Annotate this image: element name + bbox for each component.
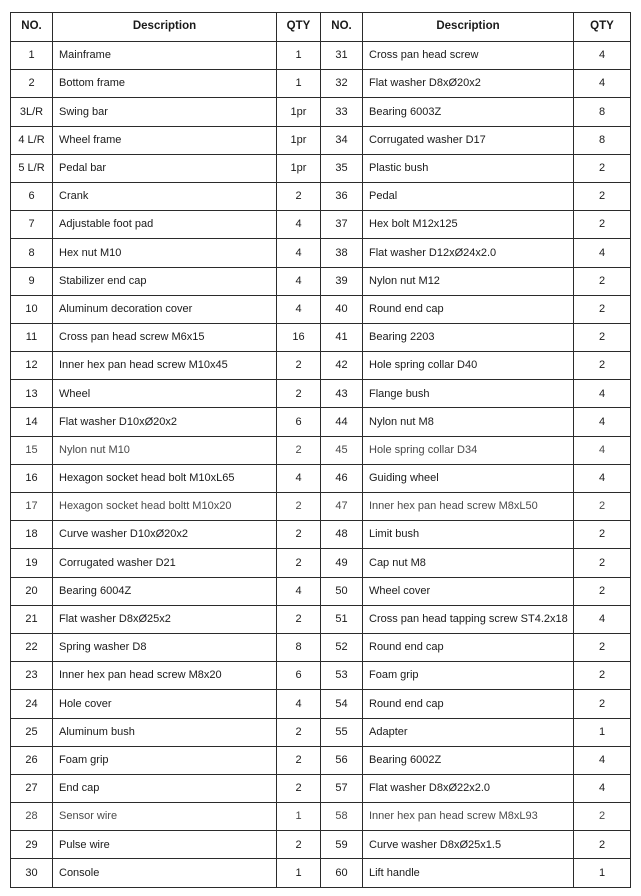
cell-description-left: Stabilizer end cap [53,267,277,295]
cell-no-right: 31 [321,42,363,70]
table-row [11,352,631,380]
table-row [11,154,631,182]
cell-qty-right: 4 [574,408,631,436]
cell-qty-left: 1 [277,859,321,887]
cell-description-right: Cap nut M8 [363,549,574,577]
table-row [11,42,631,70]
cell-qty-right: 2 [574,831,631,859]
cell-description-right: Corrugated washer D17 [363,126,574,154]
cell-qty-right: 2 [574,803,631,831]
cell-no-right: 47 [321,493,363,521]
cell-qty-left: 6 [277,662,321,690]
column-header-description-right: Description [363,13,574,42]
cell-no-right: 32 [321,70,363,98]
cell-description-left: Pedal bar [53,154,277,182]
cell-description-right: Hole spring collar D40 [363,352,574,380]
cell-no-left: 14 [11,408,53,436]
cell-no-right: 40 [321,295,363,323]
cell-no-right: 33 [321,98,363,126]
cell-qty-left: 2 [277,774,321,802]
cell-description-right: Bearing 6002Z [363,746,574,774]
table-row [11,577,631,605]
table-row [11,831,631,859]
cell-qty-left: 4 [277,267,321,295]
cell-no-right: 41 [321,323,363,351]
cell-no-right: 50 [321,577,363,605]
cell-no-right: 37 [321,211,363,239]
cell-description-left: Flat washer D10xØ20x2 [53,408,277,436]
column-header-no-right: NO. [321,13,363,42]
cell-qty-right: 4 [574,239,631,267]
cell-description-left: Hex nut M10 [53,239,277,267]
column-header-qty-left: QTY [277,13,321,42]
cell-description-right: Flange bush [363,380,574,408]
cell-qty-right: 2 [574,154,631,182]
cell-qty-right: 4 [574,70,631,98]
cell-qty-left: 2 [277,746,321,774]
table-row [11,267,631,295]
cell-no-left: 6 [11,182,53,210]
cell-description-left: End cap [53,774,277,802]
cell-no-left: 5 L/R [11,154,53,182]
cell-description-left: Hexagon socket head boltt M10x20 [53,493,277,521]
cell-qty-right: 4 [574,436,631,464]
cell-qty-right: 4 [574,464,631,492]
cell-description-left: Cross pan head screw M6x15 [53,323,277,351]
cell-qty-right: 2 [574,352,631,380]
cell-description-right: Guiding wheel [363,464,574,492]
cell-qty-left: 4 [277,211,321,239]
cell-description-left: Inner hex pan head screw M10x45 [53,352,277,380]
table-row [11,98,631,126]
cell-no-left: 15 [11,436,53,464]
parts-list-table [10,12,631,888]
cell-qty-right: 4 [574,605,631,633]
cell-qty-right: 2 [574,211,631,239]
table-header-row [11,13,631,42]
cell-qty-left: 1 [277,42,321,70]
cell-description-left: Swing bar [53,98,277,126]
cell-qty-right: 2 [574,295,631,323]
cell-description-right: Plastic bush [363,154,574,182]
cell-qty-left: 4 [277,295,321,323]
cell-description-left: Wheel [53,380,277,408]
cell-description-left: Curve washer D10xØ20x2 [53,521,277,549]
cell-no-left: 21 [11,605,53,633]
cell-description-right: Flat washer D12xØ24x2.0 [363,239,574,267]
cell-qty-right: 4 [574,774,631,802]
cell-qty-left: 2 [277,352,321,380]
cell-description-left: Adjustable foot pad [53,211,277,239]
cell-description-left: Bearing 6004Z [53,577,277,605]
cell-description-right: Hole spring collar D34 [363,436,574,464]
table-row [11,690,631,718]
cell-description-left: Wheel frame [53,126,277,154]
cell-qty-left: 1pr [277,98,321,126]
cell-no-left: 30 [11,859,53,887]
table-row [11,633,631,661]
cell-no-right: 49 [321,549,363,577]
cell-no-left: 19 [11,549,53,577]
cell-qty-right: 2 [574,267,631,295]
table-row [11,718,631,746]
cell-description-right: Adapter [363,718,574,746]
cell-description-right: Flat washer D8xØ20x2 [363,70,574,98]
cell-qty-left: 16 [277,323,321,351]
cell-no-right: 44 [321,408,363,436]
cell-no-right: 38 [321,239,363,267]
table-row [11,521,631,549]
cell-no-left: 24 [11,690,53,718]
cell-description-right: Cross pan head screw [363,42,574,70]
column-header-qty-right: QTY [574,13,631,42]
table-row [11,380,631,408]
cell-description-right: Inner hex pan head screw M8xL93 [363,803,574,831]
table-body [11,42,631,888]
cell-qty-right: 2 [574,493,631,521]
cell-qty-left: 2 [277,380,321,408]
cell-description-right: Round end cap [363,295,574,323]
table-row [11,295,631,323]
cell-no-left: 28 [11,803,53,831]
cell-description-left: Bottom frame [53,70,277,98]
cell-description-left: Crank [53,182,277,210]
cell-no-right: 55 [321,718,363,746]
cell-no-right: 45 [321,436,363,464]
cell-qty-left: 2 [277,549,321,577]
cell-qty-left: 2 [277,493,321,521]
cell-no-right: 51 [321,605,363,633]
cell-no-left: 10 [11,295,53,323]
cell-no-right: 57 [321,774,363,802]
cell-no-left: 18 [11,521,53,549]
cell-no-right: 34 [321,126,363,154]
cell-description-right: Curve washer D8xØ25x1.5 [363,831,574,859]
cell-description-left: Spring washer D8 [53,633,277,661]
cell-no-left: 11 [11,323,53,351]
cell-no-left: 26 [11,746,53,774]
table-row [11,859,631,887]
table-row [11,803,631,831]
cell-description-left: Console [53,859,277,887]
cell-qty-right: 8 [574,126,631,154]
cell-no-right: 48 [321,521,363,549]
cell-no-left: 16 [11,464,53,492]
table-row [11,549,631,577]
cell-no-left: 12 [11,352,53,380]
table-row [11,746,631,774]
cell-no-right: 60 [321,859,363,887]
cell-no-right: 35 [321,154,363,182]
cell-description-right: Flat washer D8xØ22x2.0 [363,774,574,802]
cell-no-left: 7 [11,211,53,239]
cell-no-left: 2 [11,70,53,98]
cell-qty-left: 6 [277,408,321,436]
cell-description-right: Lift handle [363,859,574,887]
cell-qty-right: 2 [574,690,631,718]
table-row [11,126,631,154]
column-header-description-left: Description [53,13,277,42]
cell-no-left: 27 [11,774,53,802]
cell-no-right: 36 [321,182,363,210]
cell-description-left: Hole cover [53,690,277,718]
cell-no-right: 59 [321,831,363,859]
table-row [11,605,631,633]
cell-qty-right: 2 [574,521,631,549]
cell-qty-right: 2 [574,182,631,210]
table-row [11,239,631,267]
cell-no-right: 43 [321,380,363,408]
cell-description-right: Nylon nut M8 [363,408,574,436]
cell-description-left: Mainframe [53,42,277,70]
cell-qty-left: 1 [277,70,321,98]
cell-qty-right: 2 [574,662,631,690]
cell-description-right: Foam grip [363,662,574,690]
cell-description-left: Hexagon socket head bolt M10xL65 [53,464,277,492]
cell-description-right: Inner hex pan head screw M8xL50 [363,493,574,521]
cell-qty-right: 2 [574,633,631,661]
cell-no-left: 29 [11,831,53,859]
cell-no-left: 23 [11,662,53,690]
table-row [11,493,631,521]
cell-no-left: 1 [11,42,53,70]
cell-description-left: Foam grip [53,746,277,774]
cell-qty-left: 2 [277,521,321,549]
cell-qty-left: 1 [277,803,321,831]
cell-no-right: 56 [321,746,363,774]
cell-qty-left: 2 [277,718,321,746]
cell-qty-left: 4 [277,577,321,605]
table-row [11,662,631,690]
cell-no-right: 52 [321,633,363,661]
cell-description-right: Limit bush [363,521,574,549]
cell-description-right: Round end cap [363,633,574,661]
cell-description-right: Hex bolt M12x125 [363,211,574,239]
cell-description-right: Bearing 6003Z [363,98,574,126]
cell-qty-left: 2 [277,436,321,464]
table-row [11,182,631,210]
cell-qty-left: 4 [277,690,321,718]
cell-qty-right: 2 [574,549,631,577]
cell-qty-right: 8 [574,98,631,126]
cell-no-left: 8 [11,239,53,267]
cell-no-left: 17 [11,493,53,521]
cell-description-right: Nylon nut M12 [363,267,574,295]
cell-qty-right: 1 [574,718,631,746]
cell-description-left: Nylon nut M10 [53,436,277,464]
cell-no-right: 46 [321,464,363,492]
cell-no-right: 53 [321,662,363,690]
cell-no-right: 58 [321,803,363,831]
cell-qty-left: 2 [277,605,321,633]
cell-qty-left: 1pr [277,154,321,182]
cell-no-right: 54 [321,690,363,718]
cell-qty-left: 2 [277,831,321,859]
cell-description-right: Bearing 2203 [363,323,574,351]
cell-qty-right: 4 [574,42,631,70]
cell-no-right: 39 [321,267,363,295]
table-row [11,408,631,436]
table-row [11,323,631,351]
column-header-no-left: NO. [11,13,53,42]
cell-qty-left: 2 [277,182,321,210]
cell-description-right: Round end cap [363,690,574,718]
cell-no-left: 3L/R [11,98,53,126]
cell-qty-right: 2 [574,323,631,351]
cell-description-left: Corrugated washer D21 [53,549,277,577]
cell-qty-left: 4 [277,239,321,267]
table-row [11,774,631,802]
cell-no-left: 4 L/R [11,126,53,154]
cell-description-left: Pulse wire [53,831,277,859]
cell-description-left: Flat washer D8xØ25x2 [53,605,277,633]
table-header [11,13,631,42]
cell-qty-right: 4 [574,746,631,774]
cell-description-right: Pedal [363,182,574,210]
cell-qty-left: 8 [277,633,321,661]
cell-qty-right: 1 [574,859,631,887]
table-row [11,70,631,98]
cell-qty-left: 4 [277,464,321,492]
table-row [11,464,631,492]
cell-description-left: Inner hex pan head screw M8x20 [53,662,277,690]
cell-no-right: 42 [321,352,363,380]
cell-no-left: 13 [11,380,53,408]
table-row [11,436,631,464]
cell-qty-right: 2 [574,577,631,605]
cell-description-right: Cross pan head tapping screw ST4.2x18 [363,605,574,633]
table-row [11,211,631,239]
cell-description-left: Aluminum bush [53,718,277,746]
cell-description-right: Wheel cover [363,577,574,605]
cell-description-left: Sensor wire [53,803,277,831]
cell-no-left: 25 [11,718,53,746]
cell-no-left: 9 [11,267,53,295]
cell-description-left: Aluminum decoration cover [53,295,277,323]
cell-qty-left: 1pr [277,126,321,154]
cell-no-left: 20 [11,577,53,605]
cell-no-left: 22 [11,633,53,661]
cell-qty-right: 4 [574,380,631,408]
